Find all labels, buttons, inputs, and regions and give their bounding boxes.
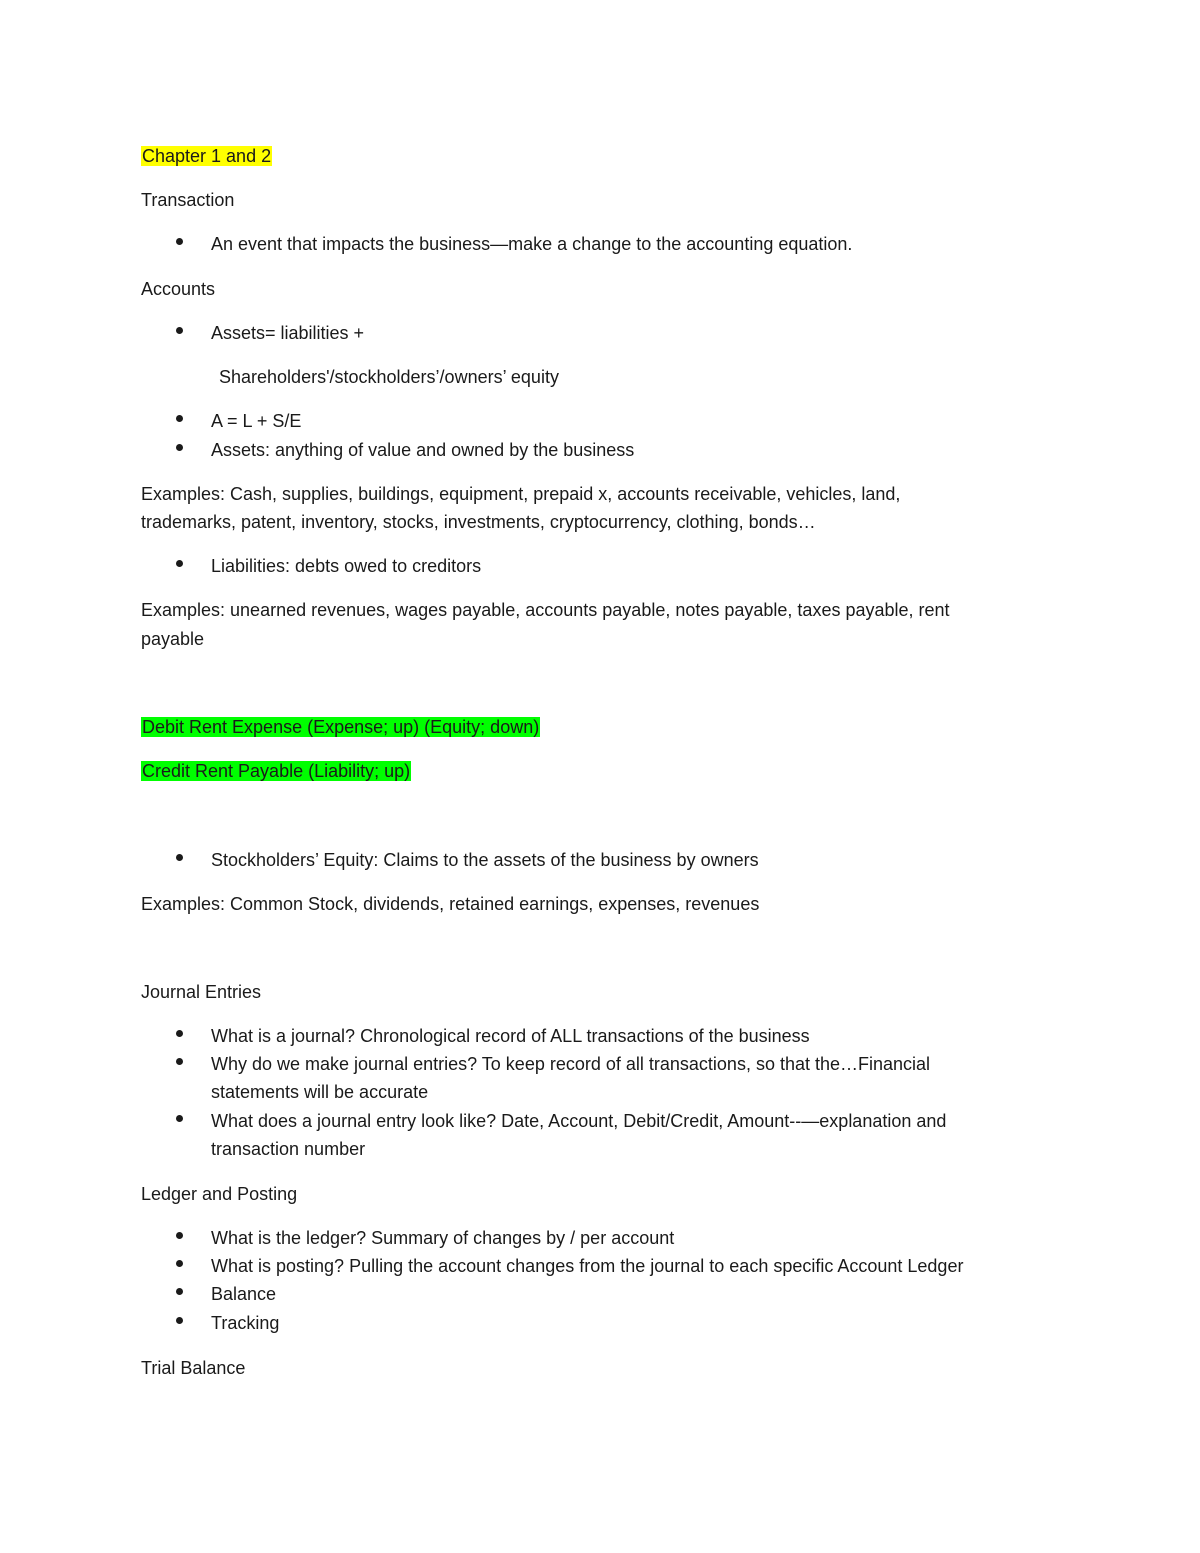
accounts-title: Accounts (141, 279, 216, 299)
ledger-bullet-balance: Balance (211, 1284, 277, 1304)
bullet-icon (176, 560, 183, 567)
bullet-icon (176, 1260, 183, 1267)
accounts-bullet-equation-cont: Shareholders'/stockholders’/owners’ equity (219, 367, 559, 387)
journal-bullet-what: What is a journal? Chronological record of ALL transactions of the business (211, 1026, 810, 1046)
ledger-title: Ledger and Posting (141, 1184, 298, 1204)
transaction-bullet: An event that impacts the business—make a change to the accounting equation. (211, 234, 853, 254)
chapter-heading-text: Chapter 1 and 2 (142, 146, 272, 166)
bullet-icon (176, 1288, 183, 1295)
equity-examples: Examples: Common Stock, dividends, retained earnings, expenses, revenues (141, 894, 760, 914)
bullet-icon (176, 1232, 183, 1239)
trial-balance-title: Trial Balance (141, 1358, 246, 1378)
bullet-icon (176, 1030, 183, 1037)
liabilities-examples-line2: payable (141, 629, 205, 649)
ledger-bullet-posting: What is posting? Pulling the account changes from the journal to each specific Account Ledger (211, 1256, 964, 1276)
credit-entry-text: Credit Rent Payable (Liability; up) (142, 761, 411, 781)
bullet-icon (176, 1058, 183, 1065)
assets-examples-line1: Examples: Cash, supplies, buildings, equipment, prepaid x, accounts receivable, vehicles, land, (141, 484, 901, 504)
credit-entry (141, 757, 411, 785)
liabilities-examples-line1: Examples: unearned revenues, wages payable, accounts payable, notes payable, taxes payable, rent (141, 600, 950, 620)
equity-bullet: Stockholders’ Equity: Claims to the assets of the business by owners (211, 850, 759, 870)
accounts-bullet-assets: Assets: anything of value and owned by the business (211, 440, 635, 460)
accounts-bullet-short-equation: A = L + S/E (211, 411, 302, 431)
bullet-icon (176, 444, 183, 451)
bullet-icon (176, 1317, 183, 1324)
journal-bullet-why-line1: Why do we make journal entries? To keep record of all transactions, so that the…Financial (211, 1054, 931, 1074)
bullet-icon (176, 415, 183, 422)
bullet-icon (176, 327, 183, 334)
journal-bullet-look-line2: transaction number (211, 1139, 366, 1159)
journal-bullet-look-line1: What does a journal entry look like? Date, Account, Debit/Credit, Amount--—explanation and (211, 1111, 947, 1131)
bullet-icon (176, 854, 183, 861)
accounts-bullet-equation: Assets= liabilities + (211, 323, 365, 343)
accounts-bullet-liabilities: Liabilities: debts owed to creditors (211, 556, 482, 576)
bullet-icon (176, 238, 183, 245)
assets-examples-line2: trademarks, patent, inventory, stocks, investments, cryptocurrency, clothing, bonds… (141, 512, 816, 532)
journal-title: Journal Entries (141, 982, 262, 1002)
journal-bullet-why-line2: statements will be accurate (211, 1082, 429, 1102)
debit-entry-text: Debit Rent Expense (Expense; up) (Equity; down) (142, 717, 540, 737)
bullet-icon (176, 1115, 183, 1122)
ledger-bullet-what: What is the ledger? Summary of changes by / per account (211, 1228, 675, 1248)
transaction-title: Transaction (141, 190, 235, 210)
chapter-heading (141, 142, 272, 170)
ledger-bullet-tracking: Tracking (211, 1313, 280, 1333)
debit-entry (141, 713, 540, 741)
